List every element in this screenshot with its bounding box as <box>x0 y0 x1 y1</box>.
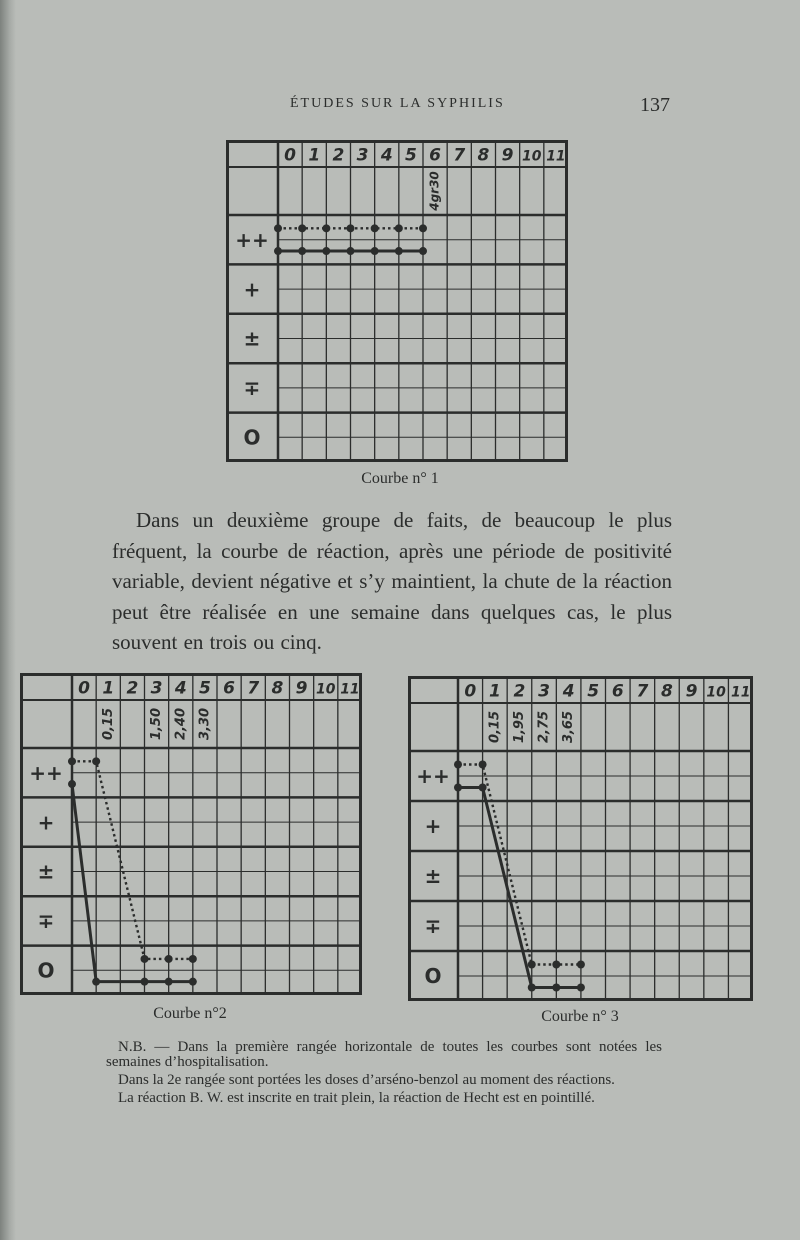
week-number: 0 <box>78 678 91 699</box>
week-number: 3 <box>356 145 369 166</box>
bw-point <box>141 978 149 986</box>
bw-point <box>577 984 585 992</box>
week-number: 11 <box>340 681 360 698</box>
bw-point <box>322 247 330 255</box>
bw-point <box>454 784 462 792</box>
footnote-1: N.B. — Dans la première rangée horizontale de toutes les courbes sont notées les semaines d’hospitalisation. <box>106 1039 662 1070</box>
row-label: + <box>243 277 261 302</box>
week-number: 5 <box>587 681 600 702</box>
row-label: ++ <box>29 760 63 785</box>
week-number: 5 <box>198 678 211 699</box>
dose-label: 3,65 <box>561 710 577 744</box>
bw-point <box>298 247 306 255</box>
dose-label: 0,15 <box>487 710 503 744</box>
page-binding-edge <box>0 0 16 1240</box>
week-number: 3 <box>538 681 550 702</box>
dose-label: 2,40 <box>173 707 189 741</box>
dose-label: 3,30 <box>197 707 213 741</box>
chart-svg <box>408 676 753 1001</box>
row-label: ∓ <box>37 909 55 934</box>
bw-point <box>419 247 427 255</box>
bw-point <box>371 247 379 255</box>
hecht-point <box>577 961 585 969</box>
row-label: ± <box>243 326 261 351</box>
week-number: 0 <box>464 681 477 702</box>
hecht-point <box>322 224 330 232</box>
week-number: 11 <box>731 684 751 701</box>
hecht-point <box>68 757 76 765</box>
week-number: 8 <box>661 681 673 702</box>
running-title: ÉTUDES SUR LA SYPHILIS <box>290 96 505 111</box>
hecht-point <box>371 224 379 232</box>
hecht-point <box>165 955 173 963</box>
chart-1-caption: Courbe n° 1 <box>361 470 439 487</box>
hecht-point <box>92 757 100 765</box>
reaction-chart-3 <box>408 676 753 1001</box>
hecht-point <box>395 224 403 232</box>
chart-3-caption: Courbe n° 3 <box>541 1008 619 1025</box>
dose-label: 4gr30 <box>427 171 442 211</box>
hecht-point <box>552 961 560 969</box>
row-label: ± <box>424 864 442 889</box>
chart-svg <box>20 673 362 995</box>
row-label: ∓ <box>424 914 442 939</box>
chart-svg <box>226 140 568 462</box>
row-label: + <box>424 814 442 839</box>
row-label: ++ <box>235 227 269 252</box>
hecht-point <box>141 955 149 963</box>
week-number: 11 <box>546 148 566 165</box>
page-number: 137 <box>640 94 670 116</box>
dose-label: 1,95 <box>511 710 527 744</box>
row-label: + <box>37 810 55 835</box>
body-paragraph <box>112 505 672 658</box>
week-number: 10 <box>316 681 336 698</box>
week-number: 3 <box>150 678 163 699</box>
hecht-point <box>189 955 197 963</box>
week-number: 9 <box>685 681 698 702</box>
week-number: 9 <box>501 145 514 166</box>
bw-point <box>528 984 536 992</box>
week-number: 2 <box>513 681 526 702</box>
week-number: 6 <box>223 678 236 699</box>
week-number: 1 <box>488 681 501 702</box>
week-number: 4 <box>380 145 393 166</box>
hecht-point <box>274 224 282 232</box>
bw-point <box>68 780 76 788</box>
week-number: 0 <box>284 145 297 166</box>
bw-point <box>552 984 560 992</box>
row-label: O <box>424 964 442 989</box>
week-number: 9 <box>295 678 308 699</box>
dose-label: 2,75 <box>536 710 552 744</box>
week-number: 5 <box>404 145 417 166</box>
row-label: ++ <box>416 764 450 789</box>
bw-point <box>347 247 355 255</box>
week-number: 10 <box>706 684 726 701</box>
bw-series-line <box>72 784 193 982</box>
week-number: 4 <box>562 681 575 702</box>
hecht-point <box>528 961 536 969</box>
week-number: 8 <box>477 145 490 166</box>
reaction-chart-1 <box>226 140 568 462</box>
hecht-point <box>298 224 306 232</box>
bw-point <box>274 247 282 255</box>
row-label: O <box>243 425 261 450</box>
dose-label: 1,50 <box>149 707 165 741</box>
row-label: ± <box>37 859 55 884</box>
row-label: ∓ <box>243 376 261 401</box>
week-number: 6 <box>611 681 624 702</box>
week-number: 7 <box>247 678 260 699</box>
hecht-point <box>347 224 355 232</box>
week-number: 1 <box>308 145 321 166</box>
bw-point <box>92 978 100 986</box>
hecht-point <box>454 761 462 769</box>
bw-point <box>165 978 173 986</box>
week-number: 8 <box>271 678 284 699</box>
footnotes <box>106 1040 662 1109</box>
week-number: 4 <box>174 678 187 699</box>
week-number: 2 <box>332 145 345 166</box>
row-label: O <box>37 958 55 983</box>
week-number: 6 <box>429 145 442 166</box>
footnote-2: Dans la 2e rangée sont portées les doses d’arséno-benzol au moment des réactions. <box>118 1072 615 1088</box>
hecht-point <box>419 224 427 232</box>
reaction-chart-2 <box>20 673 362 995</box>
bw-point <box>189 978 197 986</box>
footnote-3: La réaction B. W. est inscrite en trait plein, la réaction de Hecht est en pointillé. <box>118 1090 595 1106</box>
week-number: 2 <box>126 678 139 699</box>
week-number: 1 <box>102 678 115 699</box>
week-number: 7 <box>636 681 649 702</box>
bw-point <box>479 784 487 792</box>
chart-2-caption: Courbe n°2 <box>153 1005 227 1022</box>
bw-point <box>395 247 403 255</box>
dose-label: 0,15 <box>100 707 116 741</box>
week-number: 10 <box>522 148 542 165</box>
paragraph-text: Dans un deuxième groupe de faits, de beaucoup le plus fréquent, la courbe de réaction, après une période de positivité variable, devient négative et s’y maintient, la chute de la réaction peut être réalisée en une semaine dans quelques cas, le plus souvent en trois ou cinq. <box>112 508 672 654</box>
bw-series-line <box>458 788 581 988</box>
week-number: 7 <box>453 145 466 166</box>
hecht-point <box>479 761 487 769</box>
